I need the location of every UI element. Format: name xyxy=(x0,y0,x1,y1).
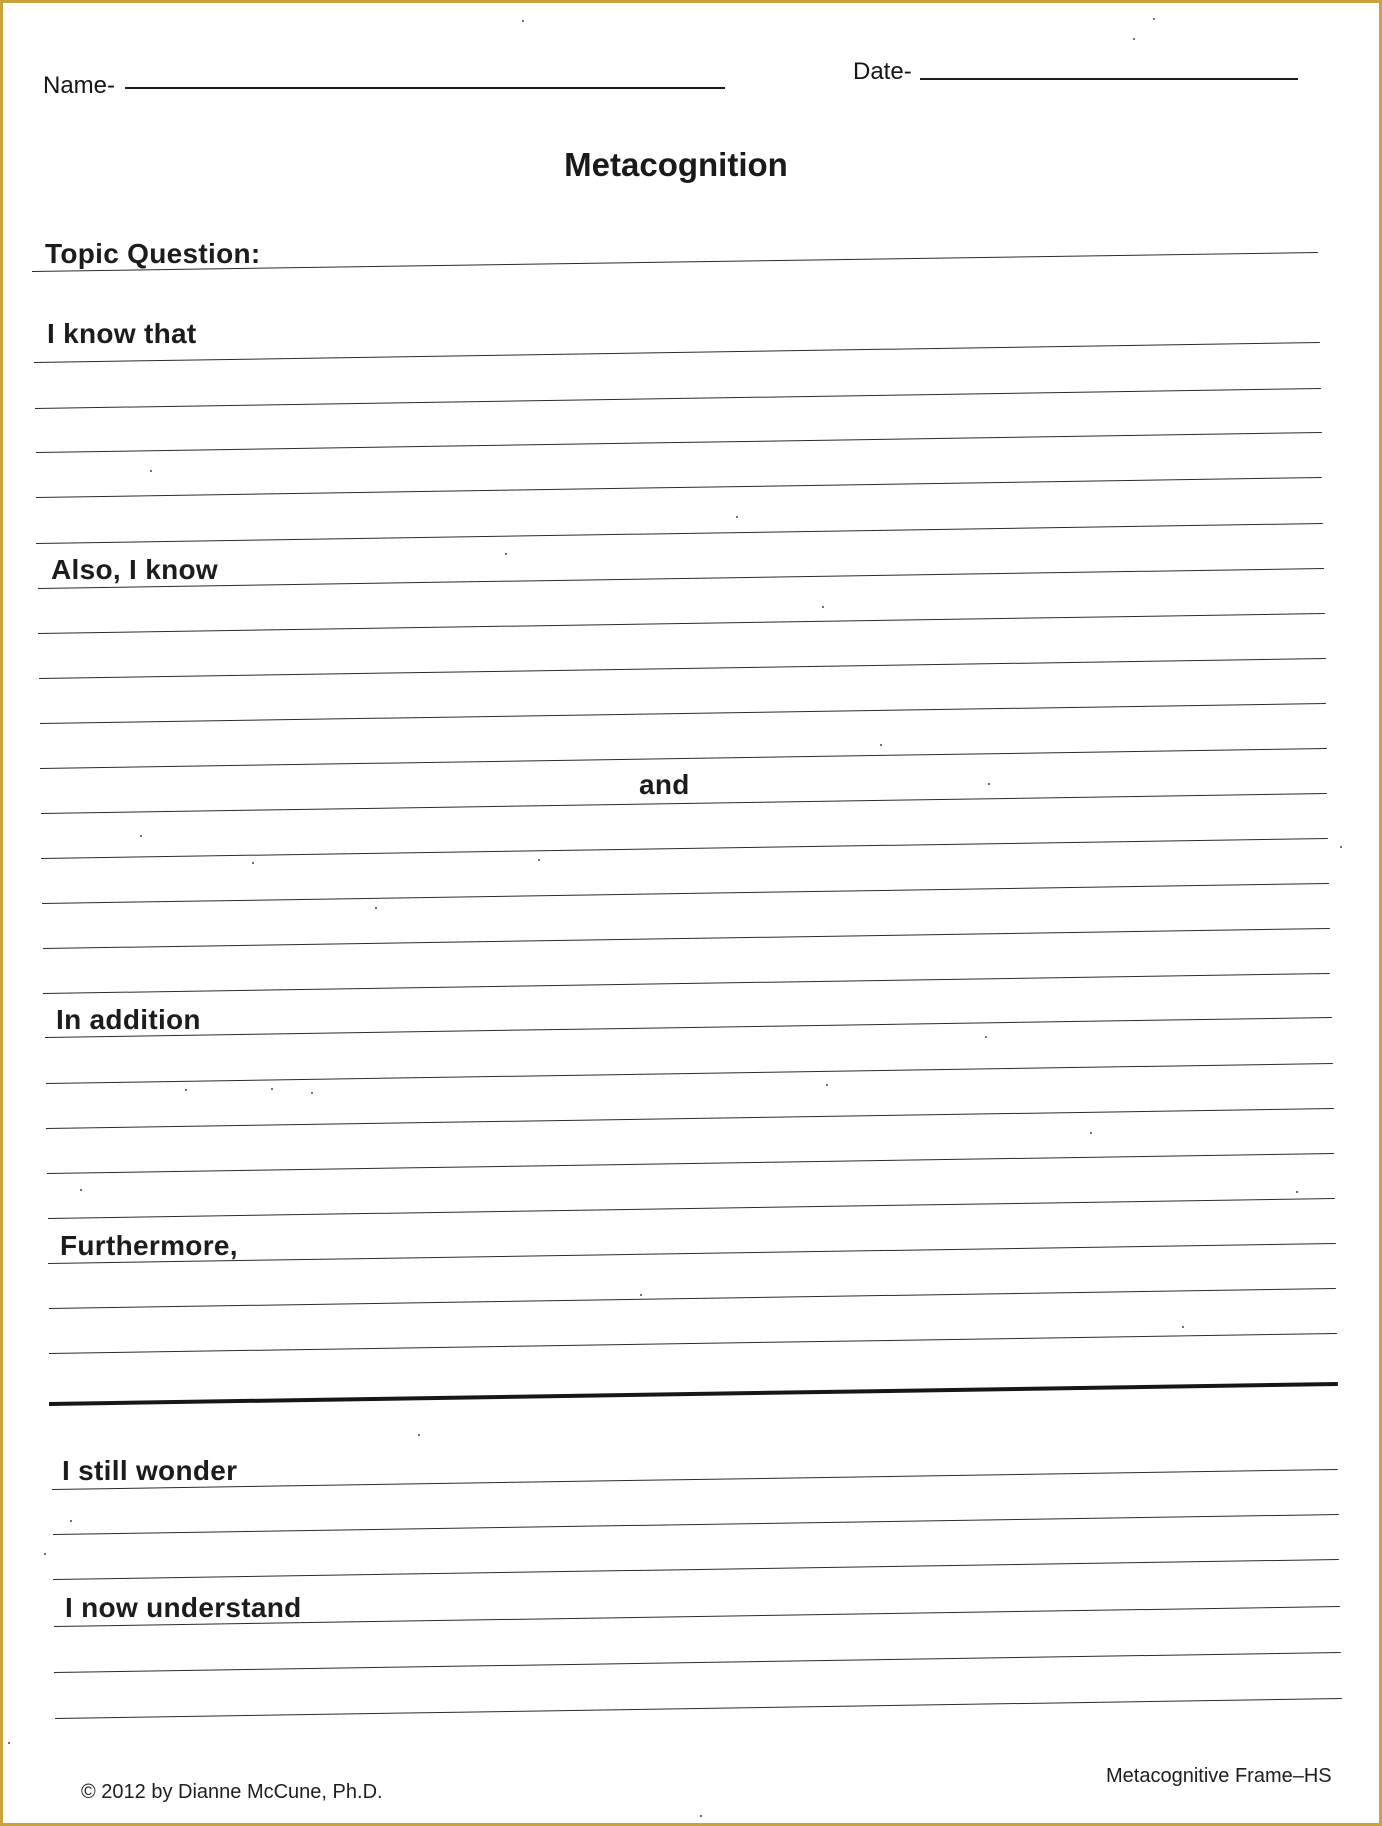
scan-speck xyxy=(375,907,377,909)
scan-speck xyxy=(822,606,824,608)
scan-speck xyxy=(418,1434,420,1436)
section-divider-line xyxy=(49,1382,1338,1406)
scan-speck xyxy=(640,1294,642,1296)
writing-line[interactable] xyxy=(52,1469,1338,1490)
writing-line[interactable] xyxy=(53,1514,1339,1535)
writing-line[interactable] xyxy=(39,658,1326,679)
scan-speck xyxy=(252,862,254,864)
writing-line[interactable] xyxy=(54,1652,1341,1673)
scan-speck xyxy=(271,1088,273,1090)
scan-speck xyxy=(1340,846,1342,848)
writing-line[interactable] xyxy=(49,1333,1337,1354)
writing-line[interactable] xyxy=(41,838,1328,859)
name-field-line[interactable] xyxy=(125,87,725,89)
page-title: Metacognition xyxy=(564,146,788,183)
scan-speck xyxy=(736,516,738,518)
scan-speck xyxy=(1133,38,1135,40)
scan-speck xyxy=(1090,1132,1092,1134)
label-in-addition: In addition xyxy=(56,1004,201,1035)
scan-speck xyxy=(1296,1191,1298,1193)
writing-line[interactable] xyxy=(48,1243,1336,1264)
writing-line[interactable] xyxy=(36,523,1323,544)
scan-speck xyxy=(522,20,524,22)
scan-speck xyxy=(44,1553,46,1555)
scan-speck xyxy=(985,1036,987,1038)
writing-line[interactable] xyxy=(36,432,1322,453)
writing-line[interactable] xyxy=(36,477,1322,498)
label-i-now-understand: I now understand xyxy=(65,1592,302,1623)
scan-speck xyxy=(185,1089,187,1091)
label-also-i-know: Also, I know xyxy=(51,554,218,585)
writing-line[interactable] xyxy=(42,883,1329,904)
scan-speck xyxy=(988,783,990,785)
label-furthermore: Furthermore, xyxy=(60,1230,238,1261)
writing-line[interactable] xyxy=(53,1559,1339,1580)
writing-line[interactable] xyxy=(45,1017,1332,1038)
writing-line[interactable] xyxy=(43,973,1330,994)
label-and: and xyxy=(639,769,690,800)
footer-frame-name: Metacognitive Frame–HS xyxy=(1106,1765,1332,1787)
writing-line[interactable] xyxy=(48,1198,1335,1219)
scan-speck xyxy=(700,1815,702,1817)
name-label: Name- xyxy=(43,72,116,99)
scan-speck xyxy=(826,1084,828,1086)
scan-speck xyxy=(538,859,540,861)
scan-speck xyxy=(505,553,507,555)
scan-speck xyxy=(70,1520,72,1522)
writing-line[interactable] xyxy=(35,388,1321,409)
scan-speck xyxy=(311,1092,313,1094)
footer-copyright: © 2012 by Dianne McCune, Ph.D. xyxy=(81,1781,383,1803)
writing-line[interactable] xyxy=(47,1153,1334,1174)
scan-speck xyxy=(1153,18,1155,20)
writing-line[interactable] xyxy=(38,613,1325,634)
scan-speck xyxy=(80,1189,82,1191)
label-i-know-that: I know that xyxy=(47,318,197,349)
writing-line[interactable] xyxy=(49,1288,1336,1309)
scan-speck xyxy=(1182,1326,1184,1328)
writing-line[interactable] xyxy=(40,748,1327,769)
writing-line[interactable] xyxy=(38,568,1324,589)
scan-speck xyxy=(140,835,142,837)
writing-line[interactable] xyxy=(46,1108,1334,1129)
date-label: Date- xyxy=(853,58,912,85)
scan-speck xyxy=(880,744,882,746)
scan-speck xyxy=(150,470,152,472)
writing-line[interactable] xyxy=(34,342,1320,363)
writing-line[interactable] xyxy=(55,1698,1342,1719)
writing-line[interactable] xyxy=(46,1063,1333,1084)
writing-line[interactable] xyxy=(43,928,1330,949)
writing-line[interactable] xyxy=(40,703,1326,724)
date-field-line[interactable] xyxy=(920,78,1298,80)
label-topic-question: Topic Question: xyxy=(45,238,261,269)
scan-speck xyxy=(8,1742,10,1744)
label-i-still-wonder: I still wonder xyxy=(62,1455,238,1486)
